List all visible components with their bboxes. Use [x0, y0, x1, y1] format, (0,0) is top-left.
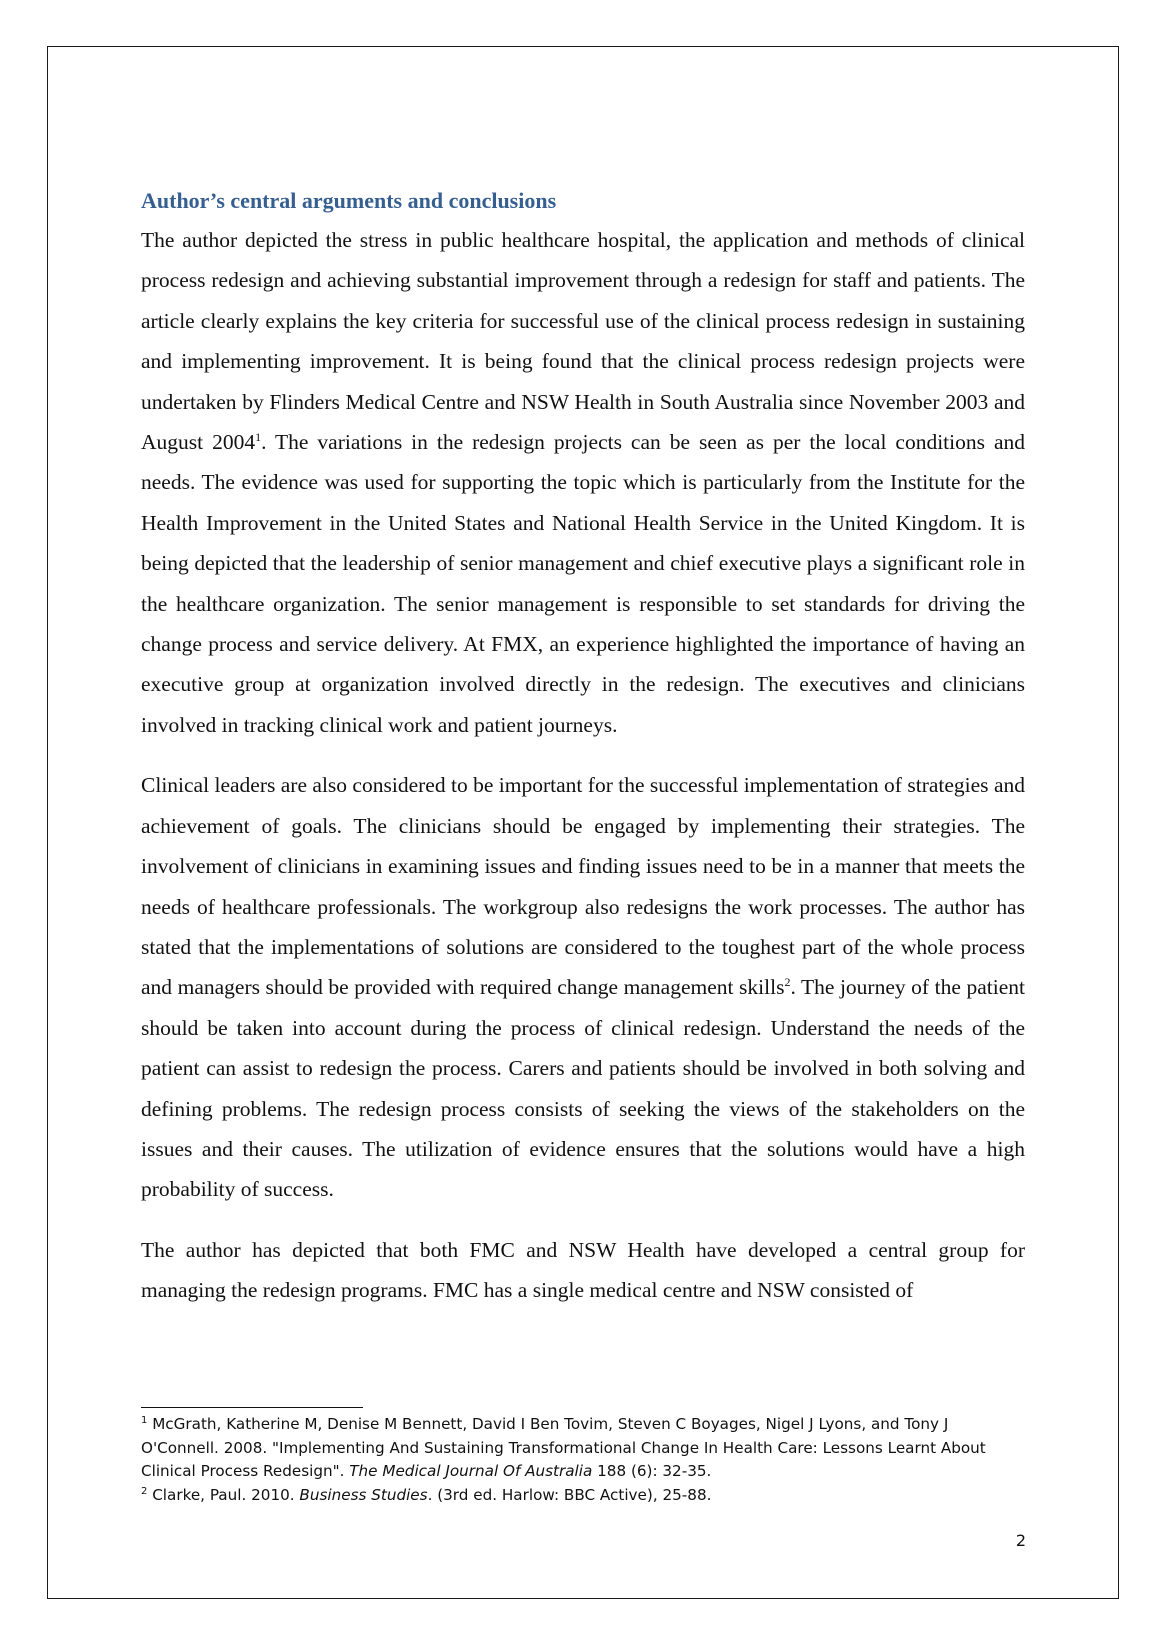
paragraph-3 [141, 1230, 1025, 1311]
footnote-2-suffix: . (3rd ed. Harlow: BBC Active), 25-88. [427, 1485, 712, 1504]
paragraph-2 [141, 765, 1025, 1209]
document-body [141, 186, 1025, 1331]
footnote-ref-1[interactable]: 1 [255, 429, 262, 444]
paragraph-2-text-b: . The journey of the patient should be taken into account during the process of clinical redesign. Understand the needs of the patient can assist to redesign the process. Carers and patients should be involved in both solving and defining problems. The redesign process consists of seeking the views of the stakeholders on the issues and their causes. The utilization of evidence ensures that the solutions would have a high probability of success. [141, 975, 1025, 1202]
footnote-1 [141, 1413, 1025, 1484]
footnote-separator [141, 1407, 363, 1408]
footnote-2-title: Business Studies [299, 1485, 428, 1504]
footnotes [141, 1413, 1025, 1507]
page-number: 2 [1015, 1531, 1026, 1550]
footnote-1-text: McGrath, Katherine M, Denise M Bennett, David I Ben Tovim, Steven C Boyages, Nigel J Lyons, and Tony J O'Connell. 2008. "Implementing And Sustaining Transformational Change In Health Care: Lessons Learnt About Clinical Process Redesign". [141, 1415, 986, 1480]
paragraph-2-text-a: Clinical leaders are also considered to be important for the successful implementation of strategies and achievement of goals. The clinicians should be engaged by implementing their strategies. The involvement of clinicians in examining issues and finding issues need to be in a manner that meets the needs of healthcare professionals. The workgroup also redesigns the work processes. The author has stated that the implementations of solutions are considered to the toughest part of the whole process and managers should be provided with required change management skills [141, 773, 1025, 1000]
footnote-2-text: Clarke, Paul. 2010. [147, 1485, 300, 1504]
paragraph-1-text-a: The author depicted the stress in public healthcare hospital, the application and methods of clinical process redesign and achieving substantial improvement through a redesign for staff and patients. The article clearly explains the key criteria for successful use of the clinical process redesign in sustaining and implementing improvement. It is being found that the clinical process redesign projects were undertaken by Flinders Medical Centre and NSW Health in South Australia since November 2003 and August 2004 [141, 228, 1025, 455]
footnote-2-number: 2 [141, 1485, 148, 1497]
footnote-ref-2[interactable]: 2 [784, 975, 791, 990]
footnote-1-suffix: 188 (6): 32-35. [592, 1462, 712, 1480]
paragraph-1 [141, 220, 1025, 745]
paragraph-3-text: The author has depicted that both FMC and NSW Health have developed a central group for managing the redesign programs. FMC has a single medical centre and NSW consisted of [141, 1237, 1025, 1303]
paragraph-1-text-b: . The variations in the redesign projects can be seen as per the local conditions and needs. The evidence was used for supporting the topic which is particularly from the Institute for the Health Improvement in the United States and National Health Service in the United Kingdom. It is being depicted that the leadership of senior management and chief executive plays a significant role in the healthcare organization. The senior management is responsible to set standards for driving the change process and service delivery. At FMX, an experience highlighted the importance of having an executive group at organization involved directly in the redesign. The executives and clinicians involved in tracking clinical work and patient journeys. [141, 430, 1025, 737]
footnote-2 [141, 1484, 1025, 1508]
footnote-1-number: 1 [141, 1414, 148, 1426]
footnote-1-journal: The Medical Journal Of Australia [349, 1462, 593, 1480]
section-heading: Author’s central arguments and conclusions [141, 188, 557, 213]
